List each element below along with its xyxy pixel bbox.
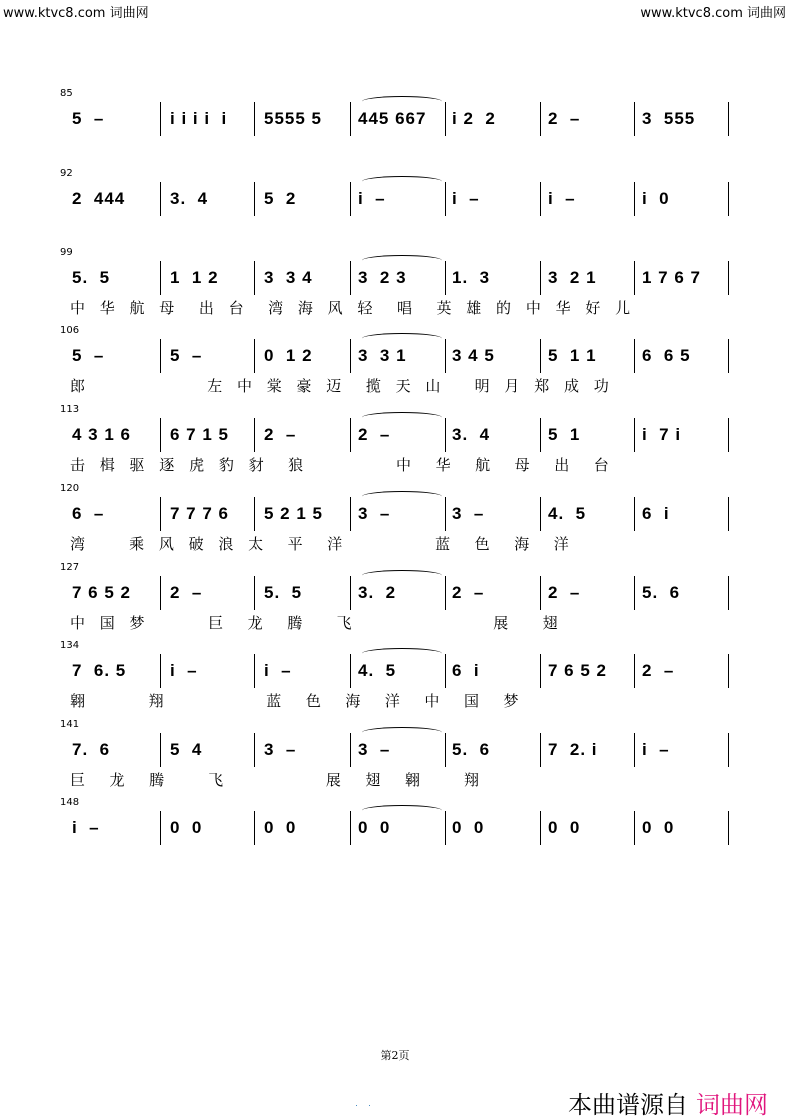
barline	[728, 811, 729, 845]
measure-notes: i i i i i	[170, 109, 228, 128]
barline	[540, 576, 541, 610]
measure-number: 120	[60, 483, 80, 494]
barline	[350, 261, 351, 295]
measure-number: 141	[60, 719, 80, 730]
measure-notes: 7 7 7 6	[170, 504, 229, 523]
measure-notes: 5. 6	[642, 583, 681, 602]
lyrics-line: 击 楫 驱 逐 虎 豹 豺 狼 中 华 航 母 出 台	[70, 456, 614, 474]
measure-number: 134	[60, 640, 80, 651]
barline	[634, 418, 635, 452]
measure-notes: 6 i	[642, 504, 670, 523]
lyrics-line: 湾 乘 风 破 浪 太 平 洋 蓝 色 海 洋	[70, 535, 574, 553]
measure-notes: 5 –	[170, 346, 203, 365]
measure-notes: 5 4	[170, 740, 203, 759]
barline	[350, 576, 351, 610]
measure-notes: i –	[264, 661, 292, 680]
barline	[634, 182, 635, 216]
tie-arc	[362, 333, 442, 344]
measure-notes: 6 7 1 5	[170, 425, 229, 444]
music-system	[0, 88, 790, 168]
lyrics-line: 翱 翔 蓝 色 海 洋 中 国 梦	[70, 692, 524, 710]
brand-banner	[568, 1085, 768, 1120]
barline	[254, 182, 255, 216]
measure-notes: 5 1 1	[548, 346, 597, 365]
barline	[254, 418, 255, 452]
lyrics-line: 中 国 梦 巨 龙 腾 飞 展 翅	[70, 614, 563, 632]
barline	[445, 733, 446, 767]
barline	[350, 182, 351, 216]
lyrics-line: 郎 左 中 棠 豪 迈 揽 天 山 明 月 郑 成 功	[70, 377, 614, 395]
measure-notes: 0 0	[452, 818, 485, 837]
barline	[350, 733, 351, 767]
measure-notes: 3. 4	[170, 189, 209, 208]
music-system	[0, 797, 790, 877]
measure-notes: 1 1 2	[170, 268, 219, 287]
measure-notes: 5 2	[264, 189, 297, 208]
barline	[540, 811, 541, 845]
barline	[634, 261, 635, 295]
barline	[254, 811, 255, 845]
barline	[728, 339, 729, 373]
measure-notes: 4. 5	[548, 504, 587, 523]
barline	[445, 182, 446, 216]
barline	[445, 102, 446, 136]
measure-notes: 5. 6	[452, 740, 491, 759]
measure-number: 99	[60, 247, 73, 258]
page-number: 第2页	[380, 1049, 410, 1062]
barline	[445, 497, 446, 531]
barline	[445, 811, 446, 845]
measure-notes: 3 –	[358, 504, 391, 523]
tie-arc	[362, 96, 442, 107]
barline	[254, 339, 255, 373]
tie-arc	[362, 570, 442, 581]
barline	[634, 733, 635, 767]
measure-notes: 2 –	[358, 425, 391, 444]
barline	[254, 654, 255, 688]
measure-notes: 3. 4	[452, 425, 491, 444]
barline	[350, 102, 351, 136]
measure-notes: 2 –	[548, 583, 581, 602]
barline	[445, 654, 446, 688]
barline	[254, 576, 255, 610]
measure-notes: 0 0	[358, 818, 391, 837]
barline	[160, 418, 161, 452]
measure-notes: 3 –	[452, 504, 485, 523]
barline	[540, 102, 541, 136]
barline	[540, 733, 541, 767]
measure-notes: i –	[452, 189, 480, 208]
measure-notes: i –	[548, 189, 576, 208]
barline	[445, 261, 446, 295]
measure-notes: 3 –	[358, 740, 391, 759]
barline	[634, 497, 635, 531]
barline	[634, 654, 635, 688]
decorative-dots: · ·	[355, 1100, 371, 1110]
measure-notes: 2 –	[548, 109, 581, 128]
music-system	[0, 640, 790, 720]
measure-notes: 2 –	[642, 661, 675, 680]
measure-notes: i 7 i	[642, 425, 682, 444]
barline	[445, 339, 446, 373]
barline	[728, 654, 729, 688]
measure-notes: 0 1 2	[264, 346, 313, 365]
measure-notes: i 0	[642, 189, 670, 208]
barline	[728, 102, 729, 136]
barline	[254, 733, 255, 767]
measure-notes: 7 6. 5	[72, 661, 127, 680]
measure-number: 113	[60, 404, 80, 415]
barline	[160, 261, 161, 295]
barline	[728, 261, 729, 295]
measure-notes: 5 –	[72, 109, 105, 128]
tie-arc	[362, 805, 442, 816]
barline	[540, 497, 541, 531]
measure-notes: 3 4 5	[452, 346, 495, 365]
barline	[350, 339, 351, 373]
measure-notes: 7 6 5 2	[72, 583, 131, 602]
measure-notes: 6 i	[452, 661, 480, 680]
measure-notes: 3. 2	[358, 583, 397, 602]
measure-notes: 4. 5	[358, 661, 397, 680]
tie-arc	[362, 491, 442, 502]
measure-notes: 0 0	[548, 818, 581, 837]
barline	[728, 576, 729, 610]
measure-number: 148	[60, 797, 80, 808]
barline	[160, 811, 161, 845]
measure-notes: 5 1	[548, 425, 581, 444]
measure-notes: 2 –	[170, 583, 203, 602]
measure-notes: 6 6 5	[642, 346, 691, 365]
barline	[160, 576, 161, 610]
measure-notes: 0 0	[170, 818, 203, 837]
measure-notes: 3 2 1	[548, 268, 597, 287]
barline	[350, 811, 351, 845]
barline	[350, 654, 351, 688]
measure-notes: 1 7 6 7	[642, 268, 701, 287]
barline	[254, 497, 255, 531]
music-system	[0, 562, 790, 642]
measure-number: 127	[60, 562, 80, 573]
brand-source-text: 本曲谱源自	[568, 1091, 688, 1119]
measure-notes: 7 6 5 2	[548, 661, 607, 680]
lyrics-line: 中 华 航 母 出 台 湾 海 风 轻 唱 英 雄 的 中 华 好 儿	[70, 299, 636, 317]
barline	[350, 418, 351, 452]
measure-notes: 7. 6	[72, 740, 111, 759]
barline	[445, 576, 446, 610]
measure-notes: i –	[642, 740, 670, 759]
barline	[160, 102, 161, 136]
measure-notes: 3 3 4	[264, 268, 313, 287]
measure-number: 106	[60, 325, 80, 336]
tie-arc	[362, 176, 442, 187]
barline	[634, 102, 635, 136]
measure-notes: i 2 2	[452, 109, 496, 128]
barline	[540, 261, 541, 295]
barline	[540, 182, 541, 216]
barline	[540, 654, 541, 688]
measure-notes: 5. 5	[264, 583, 303, 602]
measure-notes: 3 2 3	[358, 268, 407, 287]
barline	[540, 418, 541, 452]
measure-notes: i –	[358, 189, 386, 208]
measure-notes: 3 555	[642, 109, 696, 128]
barline	[445, 418, 446, 452]
brand-site-logo: 词曲网	[696, 1091, 768, 1119]
measure-notes: 5. 5	[72, 268, 111, 287]
tie-arc	[362, 412, 442, 423]
barline	[728, 497, 729, 531]
measure-notes: 3 3 1	[358, 346, 407, 365]
barline	[160, 733, 161, 767]
measure-notes: 0 0	[264, 818, 297, 837]
barline	[634, 811, 635, 845]
measure-number: 85	[60, 88, 73, 99]
measure-notes: i –	[170, 661, 198, 680]
measure-notes: 7 2. i	[548, 740, 598, 759]
measure-notes: 445 667	[358, 109, 427, 128]
measure-notes: 3 –	[264, 740, 297, 759]
barline	[540, 339, 541, 373]
music-system	[0, 325, 790, 405]
barline	[350, 497, 351, 531]
barline	[634, 576, 635, 610]
measure-notes: i –	[72, 818, 100, 837]
tie-arc	[362, 255, 442, 266]
barline	[728, 418, 729, 452]
music-system	[0, 247, 790, 327]
music-system	[0, 404, 790, 484]
barline	[160, 339, 161, 373]
measure-notes: 2 444	[72, 189, 126, 208]
music-system	[0, 719, 790, 799]
barline	[160, 497, 161, 531]
measure-notes: 1. 3	[452, 268, 491, 287]
barline	[728, 733, 729, 767]
measure-notes: 5 –	[72, 346, 105, 365]
barline	[634, 339, 635, 373]
header-left-watermark: www.ktvc8.com 词曲网	[3, 6, 149, 21]
measure-notes: 0 0	[642, 818, 675, 837]
barline	[160, 182, 161, 216]
tie-arc	[362, 727, 442, 738]
measure-notes: 5555 5	[264, 109, 322, 128]
tie-arc	[362, 648, 442, 659]
barline	[160, 654, 161, 688]
barline	[728, 182, 729, 216]
lyrics-line: 巨 龙 腾 飞 展 翅 翱 翔	[70, 771, 484, 789]
measure-notes: 5 2 1 5	[264, 504, 323, 523]
music-system	[0, 483, 790, 563]
music-system	[0, 168, 790, 248]
measure-notes: 4 3 1 6	[72, 425, 131, 444]
header-right-watermark: www.ktvc8.com 词曲网	[640, 6, 786, 21]
measure-notes: 6 –	[72, 504, 105, 523]
measure-notes: 2 –	[264, 425, 297, 444]
measure-number: 92	[60, 168, 73, 179]
measure-notes: 2 –	[452, 583, 485, 602]
barline	[254, 261, 255, 295]
barline	[254, 102, 255, 136]
